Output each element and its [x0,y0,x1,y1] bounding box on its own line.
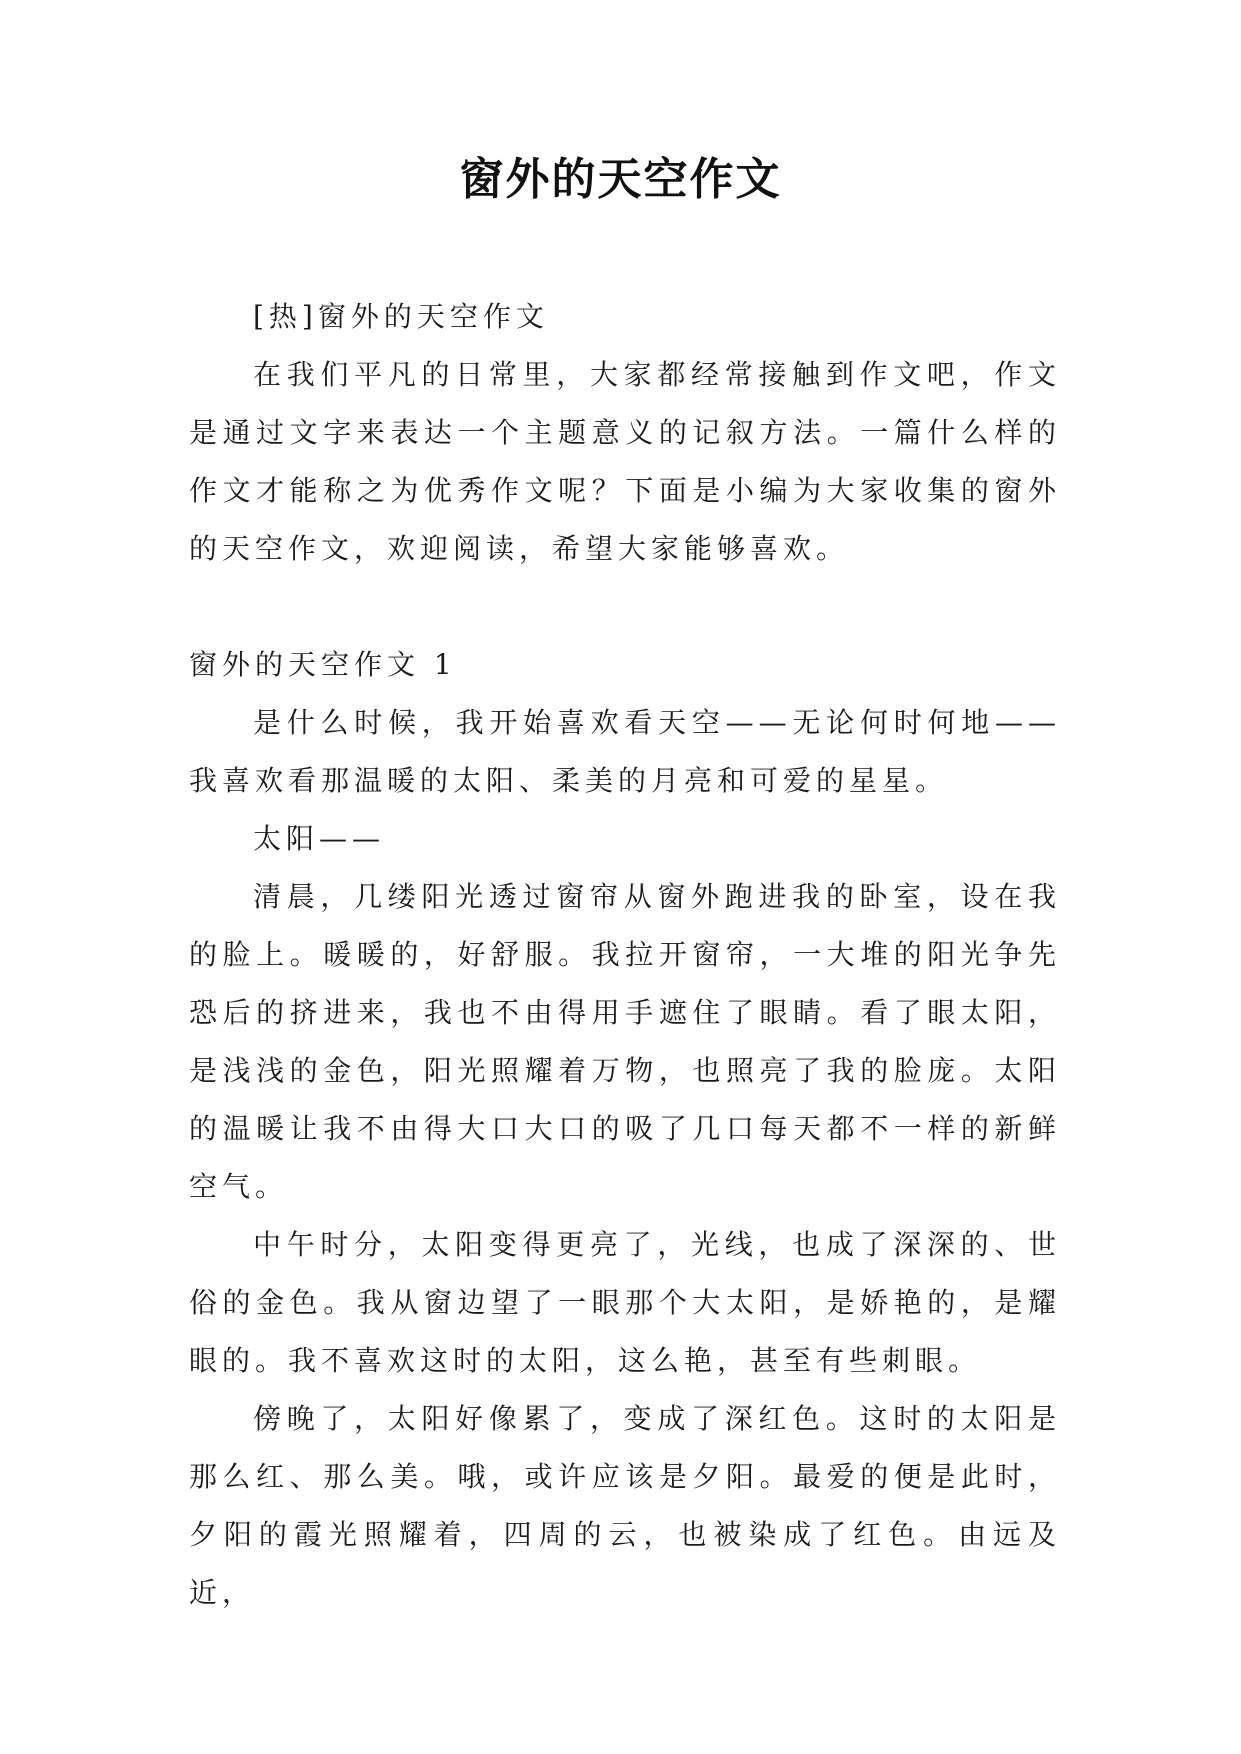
section-heading: 窗外的天空作文 1 [189,648,457,681]
page-title: 窗外的天空作文 [459,154,782,205]
body-paragraph: 清晨，几缕阳光透过窗帘从窗外跑进我的卧室，设在我的脸上。暖暖的，好舒服。我拉开窗帘，一大堆的阳光争先恐后的挤进来，我也不由得用手遮住了眼睛。看了眼太阳，是浅浅的金色，阳光照耀着万物，也照亮了我的脸庞。太阳的温暖让我不由得大口大口的吸了几口每天都不一样的新鲜空气。 [189,880,1061,1203]
body-paragraph: 傍晚了，太阳好像累了，变成了深红色。这时的太阳是那么红、那么美。哦，或许应该是夕阳。最爱的便是此时，夕阳的霞光照耀着，四周的云，也被染成了红色。由远及近， [189,1402,1061,1609]
body-paragraph: 中午时分，太阳变得更亮了，光线，也成了深深的、世俗的金色。我从窗边望了一眼那个大太阳，是娇艳的，是耀眼的。我不喜欢这时的太阳，这么艳，甚至有些刺眼。 [189,1228,1061,1377]
intro-paragraph: 在我们平凡的日常里，大家都经常接触到作文吧，作文是通过文字来表达一个主题意义的记叙方法。一篇什么样的作文才能称之为优秀作文呢？下面是小编为大家收集的窗外的天空作文，欢迎阅读，希望大家能够喜欢。 [189,358,1061,565]
body-paragraph: 太阳—— [253,822,386,855]
subtitle-line: [热]窗外的天空作文 [253,300,549,333]
body-paragraph: 是什么时候，我开始喜欢看天空——无论何时何地——我喜欢看那温暖的太阳、柔美的月亮和可爱的星星。 [189,706,1061,797]
document-body [189,288,1061,1622]
